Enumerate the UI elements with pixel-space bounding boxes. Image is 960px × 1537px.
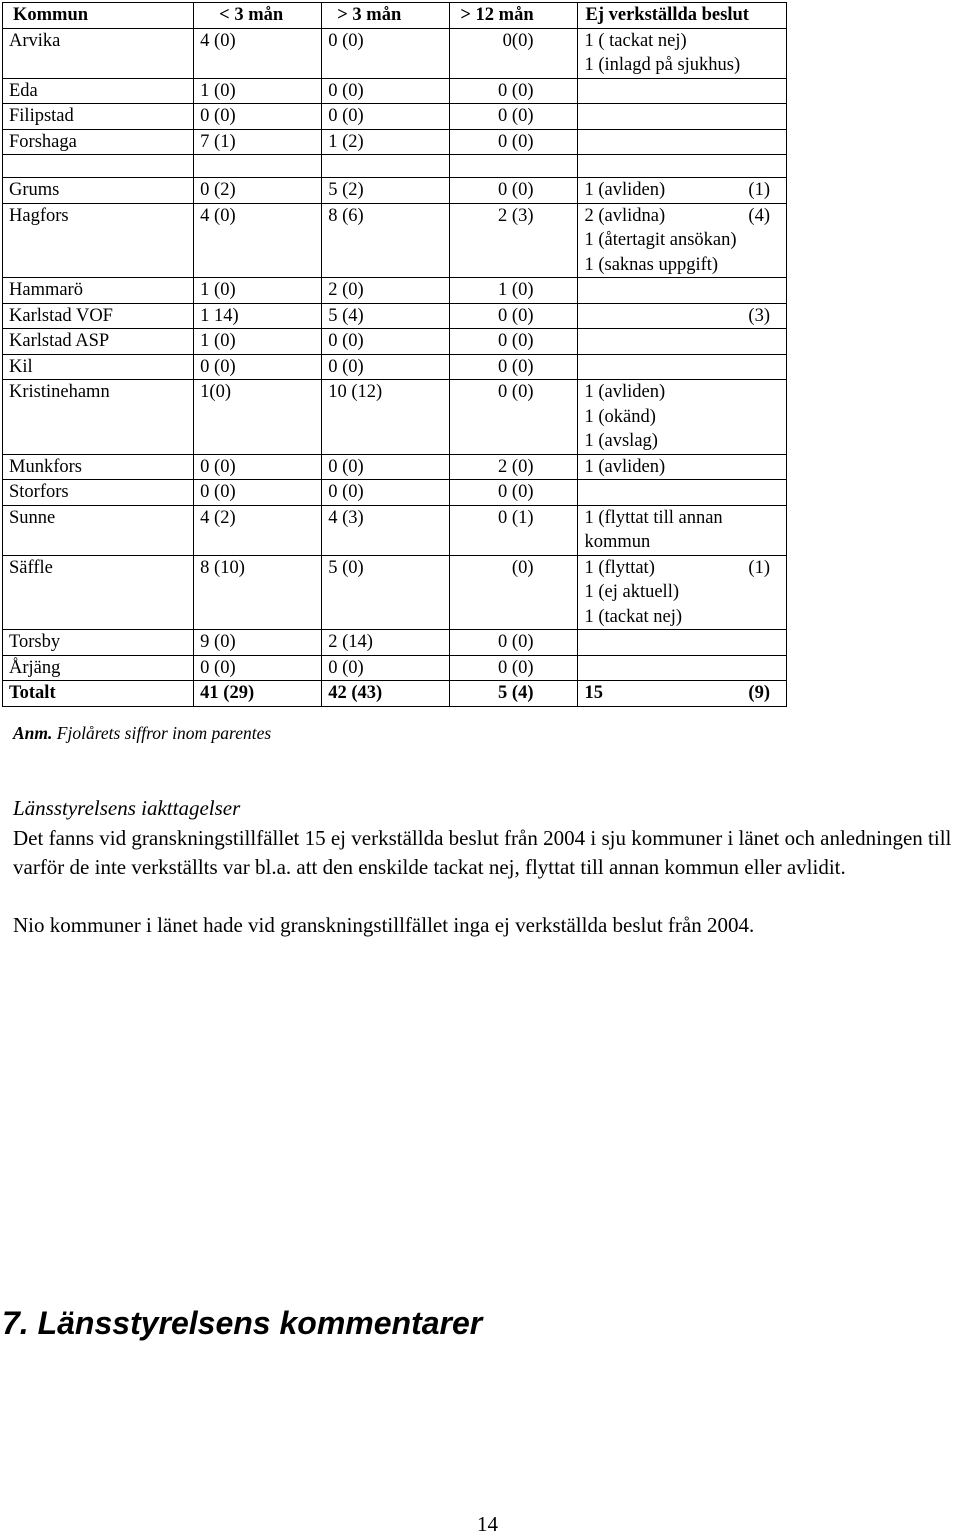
gt3-cell: 0 (0) — [322, 480, 450, 506]
gt12-cell: (0) — [450, 555, 578, 630]
kommun-cell: Grums — [3, 178, 194, 204]
note-previous-year — [770, 580, 780, 605]
lt3-cell: 8 (10) — [194, 555, 322, 630]
spacer-cell — [3, 155, 194, 178]
kommun-cell: Kristinehamn — [3, 380, 194, 455]
note-text: 2 (avlidna) — [584, 205, 666, 226]
table-row — [3, 655, 787, 681]
kommun-cell: Karlstad ASP — [3, 329, 194, 355]
footnote-label: Anm. — [13, 723, 53, 743]
total-label: Totalt — [3, 681, 194, 707]
spacer-cell — [450, 155, 578, 178]
lt3-cell: 0 (0) — [194, 354, 322, 380]
header-gt3: > 3 mån — [322, 3, 450, 29]
table-row — [3, 278, 787, 304]
note-line — [584, 178, 780, 203]
spacer-cell — [322, 155, 450, 178]
gt3-cell: 8 (6) — [322, 203, 450, 278]
table-row — [3, 505, 787, 555]
ej-verkstallda-cell — [578, 380, 787, 455]
ej-verkstallda-cell — [578, 354, 787, 380]
kommun-cell: Munkfors — [3, 454, 194, 480]
kommun-cell: Hagfors — [3, 203, 194, 278]
note-line — [584, 228, 780, 253]
total-ej-value: 15 — [584, 683, 603, 703]
lt3-cell: 1 (0) — [194, 329, 322, 355]
table-row — [3, 129, 787, 155]
table-row — [3, 555, 787, 630]
observations-title: Länsstyrelsens iakttagelser — [13, 796, 241, 820]
total-gt3: 42 (43) — [322, 681, 450, 707]
note-previous-year — [770, 53, 780, 78]
gt3-cell: 0 (0) — [322, 78, 450, 104]
gt12-cell: 0 (0) — [450, 655, 578, 681]
table-total-row — [3, 681, 787, 707]
ej-verkstallda-cell — [578, 630, 787, 656]
note-line — [584, 580, 780, 605]
table-row — [3, 329, 787, 355]
gt12-cell: 0 (0) — [450, 178, 578, 204]
gt12-cell: 1 (0) — [450, 278, 578, 304]
table-row — [3, 630, 787, 656]
lt3-cell: 1 14) — [194, 303, 322, 329]
gt3-cell: 5 (0) — [322, 555, 450, 630]
table-row — [3, 454, 787, 480]
note-previous-year — [770, 29, 780, 54]
table-row — [3, 303, 787, 329]
gt3-cell: 5 (2) — [322, 178, 450, 204]
ej-verkstallda-cell — [578, 28, 787, 78]
spacer-cell — [578, 155, 787, 178]
gt12-cell: 0 (0) — [450, 354, 578, 380]
kommun-cell: Forshaga — [3, 129, 194, 155]
note-previous-year — [770, 380, 780, 405]
note-previous-year — [770, 253, 780, 278]
note-text: 1 (inlagd på sjukhus) — [584, 55, 741, 75]
ej-verkstallda-cell — [578, 129, 787, 155]
lt3-cell: 0 (2) — [194, 178, 322, 204]
note-previous-year — [770, 605, 780, 630]
total-ej-verkstallda — [578, 681, 787, 707]
gt3-cell: 0 (0) — [322, 329, 450, 355]
note-text: 1 (ej aktuell) — [584, 582, 679, 602]
total-ej-line — [584, 681, 780, 706]
gt12-cell: 0 (0) — [450, 303, 578, 329]
note-previous-year: (1) — [748, 180, 770, 200]
gt3-cell: 2 (14) — [322, 630, 450, 656]
note-text: kommun — [584, 532, 651, 552]
kommun-cell: Torsby — [3, 630, 194, 656]
gt12-cell: 0 (0) — [450, 104, 578, 130]
ej-verkstallda-cell — [578, 278, 787, 304]
lt3-cell: 7 (1) — [194, 129, 322, 155]
table-row — [3, 380, 787, 455]
ej-verkstallda-cell — [578, 454, 787, 480]
lt3-cell: 0 (0) — [194, 480, 322, 506]
table-spacer-row — [3, 155, 787, 178]
lt3-cell: 4 (0) — [194, 203, 322, 278]
kommun-cell: Kil — [3, 354, 194, 380]
ej-verkstallda-cell — [578, 555, 787, 630]
gt12-cell: 0 (0) — [450, 630, 578, 656]
note-line — [584, 429, 780, 454]
note-line — [584, 506, 780, 531]
note-line — [584, 405, 780, 430]
page-number: 14 — [477, 1512, 498, 1536]
ej-verkstallda-cell — [578, 655, 787, 681]
table-row — [3, 480, 787, 506]
ej-verkstallda-cell — [578, 303, 787, 329]
header-ej-verkstallda: Ej verkställda beslut — [578, 3, 787, 29]
note-text: 1 (tackat nej) — [584, 606, 683, 627]
note-text: 1 ( tackat nej) — [584, 30, 687, 51]
note-line — [584, 530, 780, 555]
footnote-text: Fjolårets siffror inom parentes — [52, 723, 272, 743]
lt3-cell: 1 (0) — [194, 278, 322, 304]
note-previous-year: (3) — [748, 305, 770, 326]
gt12-cell: 0 (1) — [450, 505, 578, 555]
lt3-cell: 0 (0) — [194, 454, 322, 480]
kommun-cell: Sunne — [3, 505, 194, 555]
gt3-cell: 0 (0) — [322, 655, 450, 681]
gt12-cell: 0 (0) — [450, 480, 578, 506]
header-gt12: > 12 mån — [450, 3, 578, 29]
note-previous-year — [770, 506, 780, 531]
ej-verkstallda-cell — [578, 104, 787, 130]
table-row — [3, 28, 787, 78]
note-line — [584, 455, 780, 480]
gt3-cell: 1 (2) — [322, 129, 450, 155]
gt3-cell: 0 (0) — [322, 354, 450, 380]
note-text: 1 (avliden) — [584, 180, 666, 200]
kommun-cell: Karlstad VOF — [3, 303, 194, 329]
gt12-cell: 2 (0) — [450, 454, 578, 480]
note-text: 1 (återtagit ansökan) — [584, 230, 737, 250]
table-row — [3, 178, 787, 204]
gt3-cell: 10 (12) — [322, 380, 450, 455]
lt3-cell: 4 (2) — [194, 505, 322, 555]
ej-verkstallda-cell — [578, 203, 787, 278]
spacer-cell — [194, 155, 322, 178]
beslut-table — [2, 2, 787, 707]
note-text: 1 (flyttat till annan — [584, 507, 723, 528]
note-line — [584, 253, 780, 278]
kommun-cell: Storfors — [3, 480, 194, 506]
gt12-cell: 0 (0) — [450, 380, 578, 455]
table-body — [3, 28, 787, 706]
table-footnote — [13, 723, 271, 744]
total-lt3: 41 (29) — [194, 681, 322, 707]
note-line — [584, 204, 780, 229]
gt12-cell: 0 (0) — [450, 329, 578, 355]
note-line — [584, 556, 780, 581]
note-previous-year — [770, 455, 780, 480]
lt3-cell: 1(0) — [194, 380, 322, 455]
table-row — [3, 203, 787, 278]
note-previous-year — [770, 530, 780, 555]
gt3-cell: 2 (0) — [322, 278, 450, 304]
ej-verkstallda-cell — [578, 78, 787, 104]
header-lt3: < 3 mån — [194, 3, 322, 29]
gt3-cell: 0 (0) — [322, 28, 450, 78]
table-row — [3, 354, 787, 380]
observations-paragraph-1: Det fanns vid granskningstillfället 15 ej verkställda beslut från 2004 i sju kommuner i länet och anledningen till varför de inte verkställts var bl.a. att den enskilde tackat nej, flyttat till annan kommun eller avlidit. — [13, 826, 952, 879]
lt3-cell: 0 (0) — [194, 655, 322, 681]
ej-verkstallda-cell — [578, 329, 787, 355]
table-row — [3, 78, 787, 104]
kommun-cell: Arvika — [3, 28, 194, 78]
table-row — [3, 104, 787, 130]
kommun-cell: Årjäng — [3, 655, 194, 681]
note-line — [584, 605, 780, 630]
header-kommun: Kommun — [3, 3, 194, 29]
note-previous-year: (4) — [748, 205, 770, 226]
note-text: 1 (saknas uppgift) — [584, 254, 719, 275]
kommun-cell: Säffle — [3, 555, 194, 630]
note-line — [584, 380, 780, 405]
gt12-cell: 2 (3) — [450, 203, 578, 278]
chapter-heading: 7. Länsstyrelsens kommentarer — [2, 1305, 483, 1341]
gt3-cell: 5 (4) — [322, 303, 450, 329]
note-previous-year — [770, 429, 780, 454]
lt3-cell: 4 (0) — [194, 28, 322, 78]
total-gt12: 5 (4) — [450, 681, 578, 707]
gt3-cell: 0 (0) — [322, 104, 450, 130]
ej-verkstallda-cell — [578, 480, 787, 506]
table-header-row — [3, 3, 787, 29]
note-text: 1 (avliden) — [584, 456, 666, 477]
gt12-cell: 0(0) — [450, 28, 578, 78]
lt3-cell: 9 (0) — [194, 630, 322, 656]
note-text: 1 (flyttat) — [584, 557, 655, 578]
kommun-cell: Hammarö — [3, 278, 194, 304]
ej-verkstallda-cell — [578, 178, 787, 204]
note-previous-year — [770, 228, 780, 253]
lt3-cell: 0 (0) — [194, 104, 322, 130]
note-line — [584, 53, 780, 78]
note-line — [584, 29, 780, 54]
note-text: 1 (okänd) — [584, 406, 656, 427]
note-text: 1 (avslag) — [584, 431, 658, 451]
total-ej-previous: (9) — [748, 683, 770, 703]
gt12-cell: 0 (0) — [450, 78, 578, 104]
note-previous-year — [770, 405, 780, 430]
note-line — [584, 304, 780, 329]
gt12-cell: 0 (0) — [450, 129, 578, 155]
note-previous-year: (1) — [748, 557, 770, 578]
ej-verkstallda-cell — [578, 505, 787, 555]
gt3-cell: 0 (0) — [322, 454, 450, 480]
note-text: 1 (avliden) — [584, 382, 666, 402]
gt3-cell: 4 (3) — [322, 505, 450, 555]
observations-paragraph-2: Nio kommuner i länet hade vid granskningstillfället inga ej verkställda beslut från 2004. — [13, 913, 755, 937]
kommun-cell: Filipstad — [3, 104, 194, 130]
kommun-cell: Eda — [3, 78, 194, 104]
lt3-cell: 1 (0) — [194, 78, 322, 104]
